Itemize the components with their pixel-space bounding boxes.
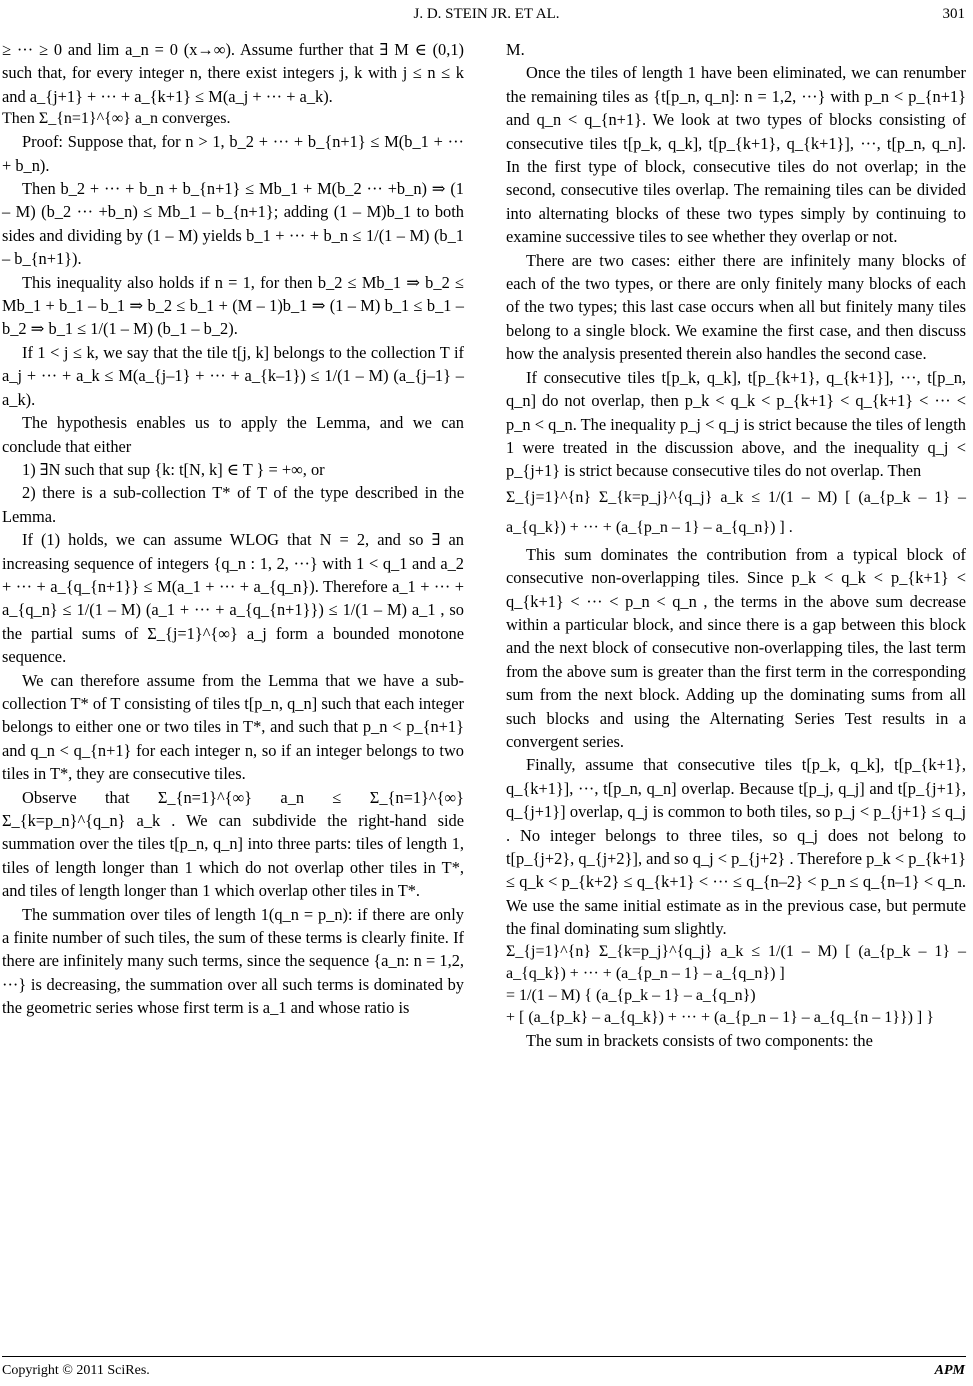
right-column xyxy=(506,38,966,1052)
paragraph: If consecutive tiles t[p_k, q_k], t[p_{k+1}, q_{k+1}], ···, t[p_n, q_n] do not overlap, then p_k < q_k < p_{k+1} < q_{k+1} < ··· < p_n < q_n. The inequality p_j < q_j is strict because the tiles of length 1 were treated in the discussion above, and the inequality q_j < p_{j+1} is strict because consecutive tiles do not overlap. Then xyxy=(506,367,966,481)
list-item: 1) ∃N such that sup {k: t[N, k] ∈ T } = +∞, or xyxy=(22,459,325,479)
running-title: J. D. STEIN JR. ET AL. xyxy=(413,6,560,22)
paragraph: If (1) holds, we can assume WLOG that N = 2, and so ∃ an increasing sequence of integers {q_n : 1, 2, ···} with 1 < q_1 and a_2 + ··· + a_{q_{n+1}} ≤ M(a_1 + ··· + a_{q_n}). Therefore a_1 + ··· + a_{q_n} ≤ 1/(1 – M) (a_1 + ··· + a_{q_{n+1}}) ≤ 1/(1 – M) a_1 , so the partial sums of Σ_{j=1}^{∞} a_j form a bounded monotone sequence. xyxy=(2,530,464,667)
paragraph: Then b_2 + ··· + b_n + b_{n+1} ≤ Mb_1 + M(b_2 ··· +b_n) ⇒ (1 – M) (b_2 ··· +b_n) ≤ Mb_1 – b_{n+1}; adding (1 – M)b_1 to both sides and dividing by (1 – M) yields b_1 + ··· + b_n ≤ 1/(1 – M) (b_1 – b_{n+1}). xyxy=(2,179,464,269)
paragraph: M. xyxy=(506,40,525,59)
copyright-notice: Copyright © 2011 SciRes. xyxy=(2,1363,150,1378)
page-number: 301 xyxy=(942,6,965,22)
paragraph: The hypothesis enables us to apply the Lemma, and we can conclude that either xyxy=(2,413,464,456)
left-column xyxy=(2,38,464,1020)
paragraph: ≥ ··· ≥ 0 and lim a_n = 0 (x→∞). Assume further that ∃ M ∈ (0,1) such that, for every integer n, there exist integers j, k with j ≤ n ≤ k and a_{j+1} + ··· + a_{k+1} ≤ M(a_j + ··· + a_k). xyxy=(2,40,464,106)
list-item: 2) there is a sub-collection T* of T of the type described in the Lemma. xyxy=(2,483,464,526)
paragraph: There are two cases: either there are infinitely many blocks of each of the two types, or there are only finitely many blocks of each of the two types; this last case occurs when all but finitely many tiles belong to a single block. We examine the first case, and then discuss how the analysis presented therein also handles the second case. xyxy=(506,250,966,364)
running-header xyxy=(0,6,973,28)
paragraph: This inequality also holds if n = 1, for then b_2 ≤ Mb_1 ⇒ b_2 ≤ Mb_1 + b_1 – b_1 ⇒ b_2 ≤ b_1 + (M – 1)b_1 ⇒ (1 – M) b_1 ≤ b_1 – b_2 ⇒ b_1 ≤ 1/(1 – M) (b_1 – b_2). xyxy=(2,272,464,339)
paragraph: Proof: Suppose that, for n > 1, b_2 + ··· + b_{n+1} ≤ M(b_1 + ··· + b_n). xyxy=(2,132,464,175)
equation: Then Σ_{n=1}^{∞} a_n converges. xyxy=(2,110,231,128)
equation: Σ_{j=1}^{n} Σ_{k=p_j}^{q_j} a_k ≤ 1/(1 – M) [ (a_{p_k – 1} – a_{q_k}) + ··· + (a_{p_n – 1} – a_{q_n}) ] xyxy=(506,942,966,982)
equation: + [ (a_{p_k} – a_{q_k}) + ··· + (a_{p_n – 1} – a_{q_{n – 1}}) ] } xyxy=(506,1008,934,1026)
journal-abbrev: APM xyxy=(934,1363,965,1378)
equation: Σ_{j=1}^{n} Σ_{k=p_j}^{q_j} a_k ≤ 1/(1 – M) [ (a_{p_k – 1} – a_{q_k}) + ··· + (a_{p_n – 1} – a_{q_n}) ] . xyxy=(506,488,966,536)
equation: = 1/(1 – M) { (a_{p_k – 1} – a_{q_n}) xyxy=(506,986,756,1004)
paragraph: Observe that Σ_{n=1}^{∞} a_n ≤ Σ_{n=1}^{∞} Σ_{k=p_n}^{q_n} a_k . We can subdivide the right-hand side summation over the tiles t[p_n, q_n] into three parts: tiles of length 1, tiles of length longer than 1 which do not overlap other tiles in T*, and tiles of length longer than 1 which overlap other tiles in T*. xyxy=(2,787,464,901)
paragraph: The summation over tiles of length 1(q_n = p_n): if there are only a finite number of such tiles, the sum of these terms is clearly finite. If there are infinitely many such terms, since the sequence {a_n: n = 1,2, ···} is decreasing, the summation over all such terms is dominated by the geometric series whose first term is a_1 and whose ratio is xyxy=(2,904,464,1018)
paragraph: Finally, assume that consecutive tiles t[p_k, q_k], t[p_{k+1}, q_{k+1}], ···, t[p_n, q_n] overlap. Because t[p_j, q_j] and t[p_{j+1}, q_{j+1}] overlap, q_j is common to both tiles, so p_j < p_{j+1} ≤ q_j . No integer belongs to three tiles, so q_j does not belong to t[p_{j+2}, q_{j+2}], and so q_j < p_{j+2} . Therefore p_k < p_{k+1} ≤ q_k < p_{k+2} ≤ q_{k+1} < ··· ≤ q_{n–2} < p_n ≤ q_{n–1} < q_n. We use the same initial estimate as in the previous case, but permute the final dominating sum slightly. xyxy=(506,755,966,939)
footer-rule xyxy=(2,1356,966,1357)
paragraph: We can therefore assume from the Lemma that we have a sub-collection T* of T consisting of tiles t[p_n, q_n] such that each integer belongs to either one or two tiles in T*, and such that p_n < p_{n+1} and q_n < q_{n+1} for each integer n, so if an integer belongs to two tiles in T*, they are consecutive tiles. xyxy=(2,670,464,784)
paragraph: Once the tiles of length 1 have been eliminated, we can renumber the remaining tiles as {t[p_n, q_n]: n = 1,2, ···} with p_n < p_{n+1} and q_n < q_{n+1}. We look at two types of blocks consisting of consecutive tiles t[p_k, q_k], t[p_{k+1}, q_{k+1}], ···, t[p_n, q_n]. In the first type of block, consecutive tiles do not overlap; in the second, consecutive tiles overlap. The remaining tiles can be divided into alternating blocks of these two types simply by continuing to examine successive tiles to see whether they overlap or not. xyxy=(506,63,966,247)
paragraph: If 1 < j ≤ k, we say that the tile t[j, k] belongs to the collection T if a_j + ··· + a_k ≤ M(a_{j–1} + ··· + a_{k–1}) ≤ 1/(1 – M) (a_{j–1} – a_k). xyxy=(2,342,464,409)
paragraph: The sum in brackets consists of two components: the xyxy=(526,1030,873,1050)
paragraph: This sum dominates the contribution from a typical block of consecutive non-overlapping tiles. Since p_k < q_k < p_{k+1} < q_{k+1} < ··· < p_n < q_n , the terms in the above sum decrease within a particular block, and since there is a gap between this block and the next block of consecutive non-overlapping tiles, the last term from the above sum is greater than the first term in the corresponding sum from the next block. Adding up the dominating sums from all such blocks and using the Alternating Series Test results in a convergent series. xyxy=(506,544,966,751)
